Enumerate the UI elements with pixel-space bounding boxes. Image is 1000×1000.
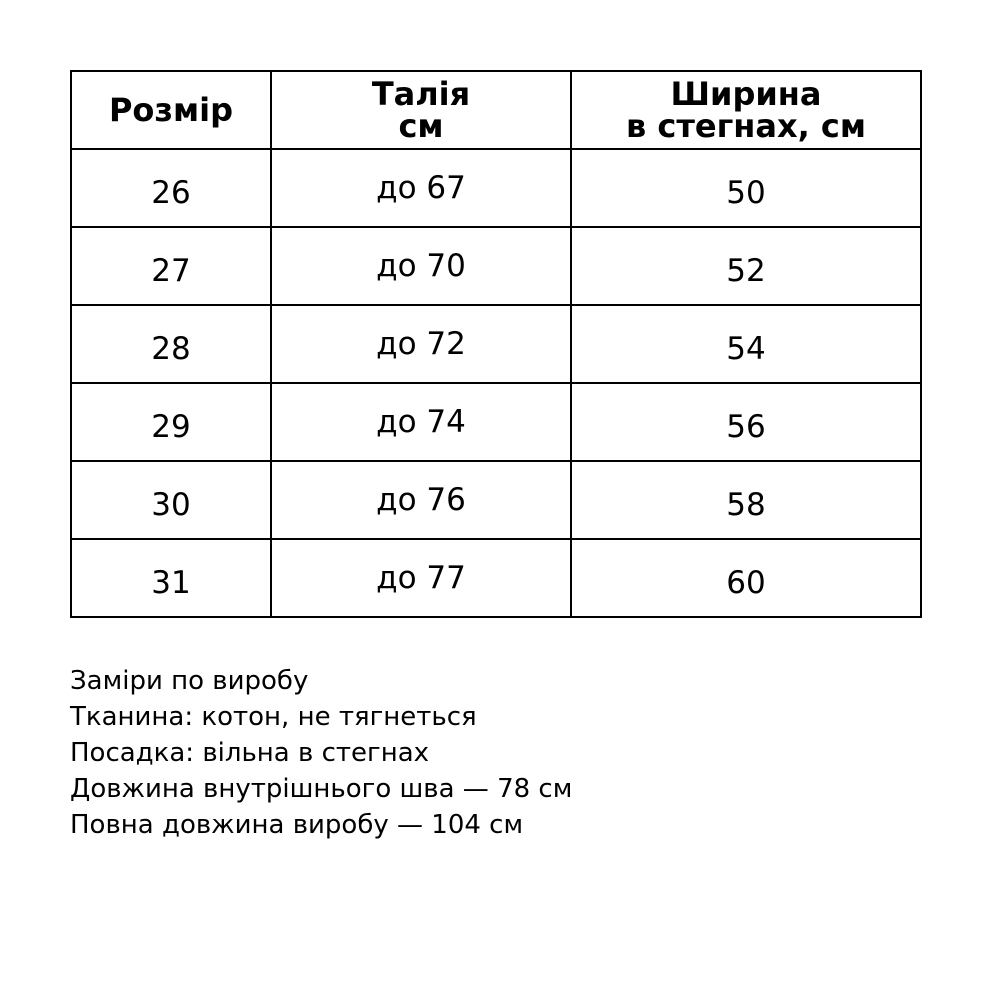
table-row [71,305,921,383]
cell-waist: до 76 [271,461,571,539]
table-row [71,383,921,461]
cell-waist: до 70 [271,227,571,305]
header-row [71,71,921,149]
header-waist-label: Талія [371,75,471,113]
cell-size: 27 [71,227,271,305]
header-size-label: Розмір [108,91,234,129]
cell-size: 31 [71,539,271,617]
note-measurements: Заміри по виробу [70,666,309,696]
cell-waist: до 72 [271,305,571,383]
header-hip-label: Ширина [670,75,822,113]
table-row [71,461,921,539]
note-fit: Посадка: вільна в стегнах [70,738,430,768]
product-notes [70,663,572,843]
note-total-length: Повна довжина виробу — 104 см [70,810,524,840]
cell-size: 26 [71,149,271,227]
table-row [71,149,921,227]
cell-hip: 58 [571,461,921,539]
table-body [71,149,921,617]
cell-waist: до 77 [271,539,571,617]
table-row [71,227,921,305]
table-row [71,539,921,617]
cell-waist: до 67 [271,149,571,227]
cell-hip: 60 [571,539,921,617]
cell-hip: 52 [571,227,921,305]
cell-size: 30 [71,461,271,539]
note-fabric: Тканина: котон, не тягнеться [70,702,477,732]
size-chart-table [70,70,922,618]
cell-size: 28 [71,305,271,383]
cell-hip: 56 [571,383,921,461]
table-header [71,71,921,149]
header-waist-unit: см [398,107,444,145]
header-waist [271,71,571,149]
header-size [71,71,271,149]
header-hip [571,71,921,149]
note-inseam: Довжина внутрішнього шва — 78 см [70,774,573,804]
cell-hip: 50 [571,149,921,227]
cell-hip: 54 [571,305,921,383]
header-hip-unit: в стегнах, см [625,107,867,145]
cell-size: 29 [71,383,271,461]
cell-waist: до 74 [271,383,571,461]
